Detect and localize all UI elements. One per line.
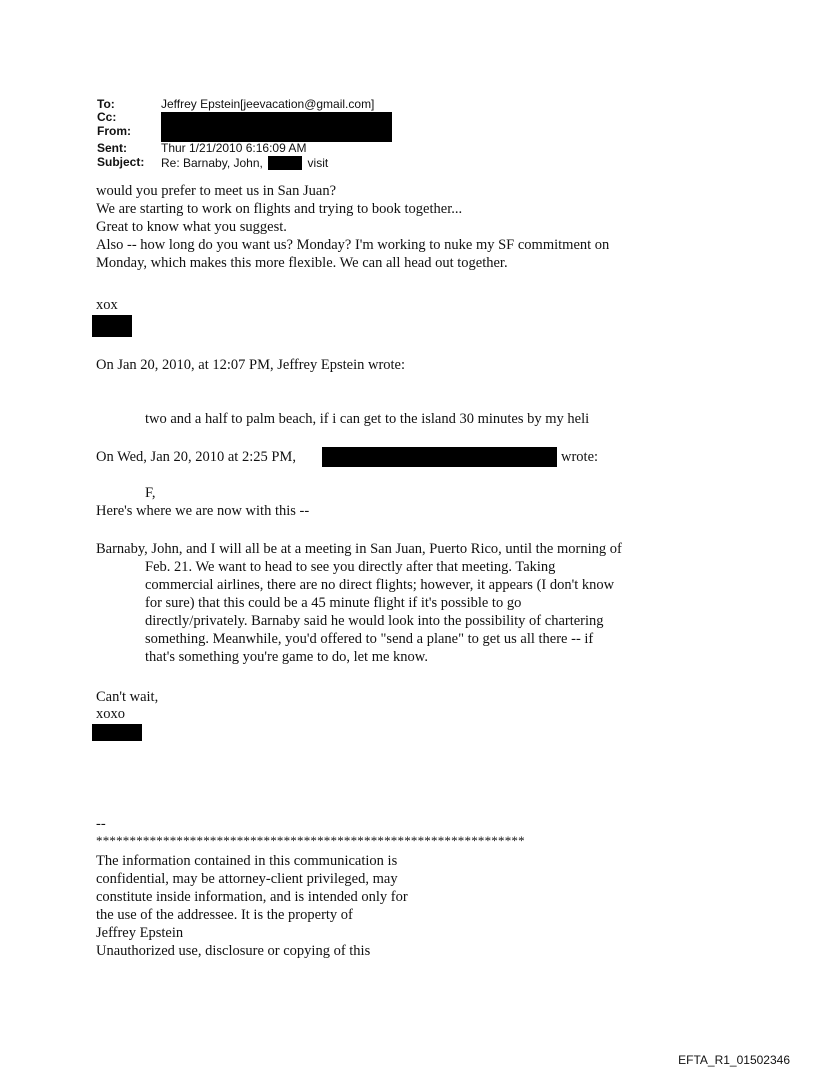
footer-stars: **************************************************************** bbox=[96, 833, 525, 848]
para-line-6: something. Meanwhile, you'd offered to "send a plane" to get us all there -- if bbox=[145, 631, 594, 647]
subject-value bbox=[161, 156, 328, 170]
redaction-signature-1 bbox=[92, 315, 132, 337]
document-id: EFTA_R1_01502346 bbox=[678, 1053, 790, 1067]
footer-dashes: -- bbox=[96, 816, 106, 832]
subject-suffix: visit bbox=[307, 156, 329, 170]
disclaimer-line-2: confidential, may be attorney-client privileged, may bbox=[96, 871, 398, 887]
to-label: To: bbox=[97, 97, 115, 111]
disclaimer-line-5: Jeffrey Epstein bbox=[96, 925, 184, 941]
cc-label: Cc: bbox=[97, 110, 117, 124]
reply-line-4: Also -- how long do you want us? Monday? I'm working to nuke my SF commitment on bbox=[96, 237, 610, 253]
disclaimer-line-6: Unauthorized use, disclosure or copying of this bbox=[96, 943, 371, 959]
redaction-quote-2-sender bbox=[322, 447, 557, 467]
intro-line: Here's where we are now with this -- bbox=[96, 503, 310, 519]
para-line-7: that's something you're game to do, let me know. bbox=[145, 649, 428, 665]
quote-1-text: two and a half to palm beach, if i can get to the island 30 minutes by my heli bbox=[145, 411, 590, 427]
sent-label: Sent: bbox=[97, 141, 127, 155]
greeting: F, bbox=[145, 485, 156, 501]
para-line-3: commercial airlines, there are no direct flights; however, it appears (I don't know bbox=[145, 577, 615, 593]
subject-prefix: Re: Barnaby, John, bbox=[161, 156, 263, 170]
closing: Can't wait, bbox=[96, 689, 159, 705]
to-value: Jeffrey Epstein[jeevacation@gmail.com] bbox=[161, 97, 375, 111]
reply-line-3: Great to know what you suggest. bbox=[96, 219, 287, 235]
signoff-xox: xox bbox=[96, 297, 118, 313]
reply-line-1: would you prefer to meet us in San Juan? bbox=[96, 183, 337, 199]
para-line-2: Feb. 21. We want to head to see you directly after that meeting. Taking bbox=[145, 559, 556, 575]
disclaimer-line-3: constitute inside information, and is intended only for bbox=[96, 889, 408, 905]
sent-value: Thur 1/21/2010 6:16:09 AM bbox=[161, 141, 307, 155]
subject-label: Subject: bbox=[97, 155, 145, 169]
from-label: From: bbox=[97, 124, 131, 138]
para-line-1: Barnaby, John, and I will all be at a meeting in San Juan, Puerto Rico, until the morning of bbox=[96, 541, 622, 557]
para-line-4: for sure) that this could be a 45 minute flight if it's possible to go bbox=[145, 595, 522, 611]
redaction-cc-from bbox=[161, 112, 392, 142]
quote-2-header-prefix: On Wed, Jan 20, 2010 at 2:25 PM, bbox=[96, 449, 296, 465]
disclaimer-line-4: the use of the addressee. It is the property of bbox=[96, 907, 353, 923]
para-line-5: directly/privately. Barnaby said he would look into the possibility of chartering bbox=[145, 613, 604, 629]
disclaimer-line-1: The information contained in this communication is bbox=[96, 853, 398, 869]
quote-2-header-suffix: wrote: bbox=[561, 449, 599, 465]
signoff-xoxo: xoxo bbox=[96, 706, 125, 722]
redaction-signature-2 bbox=[92, 724, 142, 741]
reply-line-5: Monday, which makes this more flexible. We can all head out together. bbox=[96, 255, 508, 271]
quote-1-header: On Jan 20, 2010, at 12:07 PM, Jeffrey Epstein wrote: bbox=[96, 357, 406, 373]
redaction-subject bbox=[268, 156, 302, 170]
reply-line-2: We are starting to work on flights and trying to book together... bbox=[96, 201, 463, 217]
